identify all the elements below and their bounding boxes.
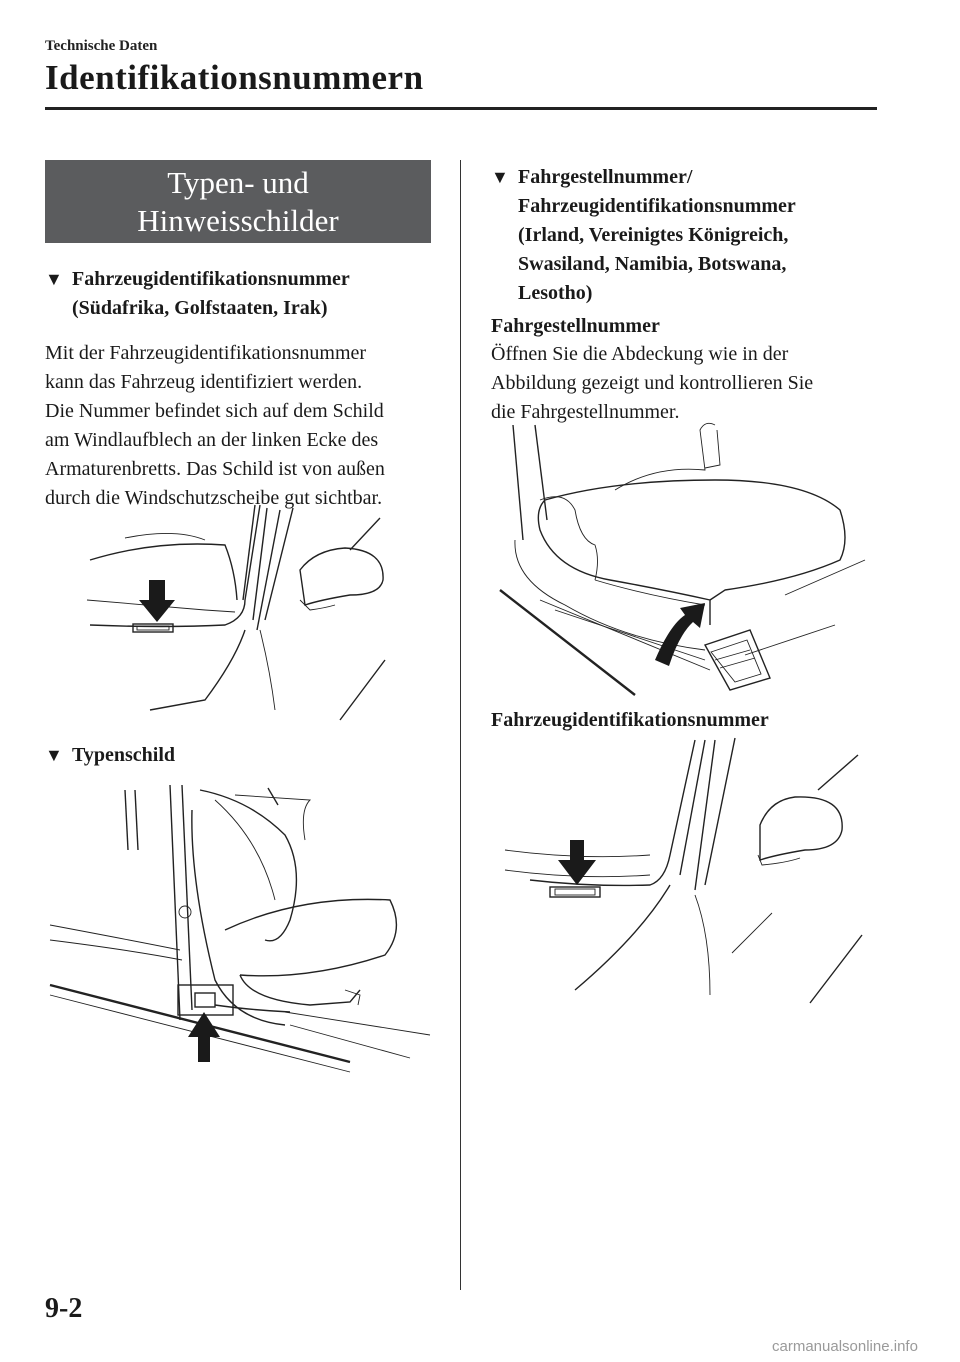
paragraph-line: Die Nummer befindet sich auf dem Schild (45, 400, 384, 422)
heading-line-1: Typen- und (167, 165, 309, 200)
title-divider (45, 107, 877, 110)
section-name: Technische Daten (45, 38, 158, 54)
section-heading-box (45, 160, 431, 243)
subheading-vin-south-africa (45, 265, 472, 323)
subheading-line-2: Fahrzeugidentifikationsnummer (518, 195, 796, 217)
paragraph-line: am Windlaufblech an der linken Ecke des (45, 429, 379, 451)
subheading-text: Typenschild (72, 744, 175, 766)
chassis-number-label: Fahrgestellnummer (491, 315, 660, 337)
paragraph-line: Armaturenbretts. Das Schild ist von außen (45, 458, 385, 480)
vin-label: Fahrzeugidentifikationsnummer (491, 709, 769, 731)
paragraph-line: Öffnen Sie die Abdeckung wie in der (491, 343, 789, 365)
subheading-line-1: Fahrzeugidentifikationsnummer (72, 268, 350, 290)
paragraph-line: Mit der Fahrzeugidentifikationsnummer (45, 342, 367, 364)
paragraph-line: kann das Fahrzeug identifiziert werden. (45, 371, 363, 393)
watermark: carmanualsonline.info (772, 1338, 918, 1355)
subheading-line-1: Fahrgestellnummer/ (518, 166, 693, 188)
subheading-line-5: Lesotho) (518, 282, 593, 304)
triangle-bullet-icon: ▼ (491, 167, 509, 187)
triangle-bullet-icon: ▼ (45, 745, 63, 765)
subheading-type-plate (45, 741, 472, 770)
subheading-chassis-vin-ireland (491, 163, 918, 308)
heading-line-2: Hinweisschilder (137, 203, 339, 238)
chassis-instruction-paragraph (491, 340, 891, 427)
chassis-cover-illustration (495, 420, 870, 695)
triangle-bullet-icon: ▼ (45, 269, 63, 289)
subheading-line-3: (Irland, Vereinigtes Königreich, (518, 224, 789, 246)
vin-description-paragraph (45, 339, 445, 513)
subheading-line-4: Swasiland, Namibia, Botswana, (518, 253, 787, 275)
paragraph-line: Abbildung gezeigt und kontrollieren Sie (491, 372, 814, 394)
paragraph-line: die Fahrgestellnummer. (491, 401, 680, 423)
windshield-vin-illustration-right (500, 735, 870, 1005)
type-plate-illustration (50, 780, 430, 1075)
column-divider (460, 160, 461, 1290)
page-title: Identifikationsnummern (45, 58, 424, 97)
paragraph-line: durch die Windschutzscheibe gut sichtbar. (45, 487, 383, 509)
windshield-vin-illustration (85, 500, 425, 730)
page-number: 9-2 (45, 1293, 83, 1324)
subheading-line-2: (Südafrika, Golfstaaten, Irak) (72, 297, 328, 319)
